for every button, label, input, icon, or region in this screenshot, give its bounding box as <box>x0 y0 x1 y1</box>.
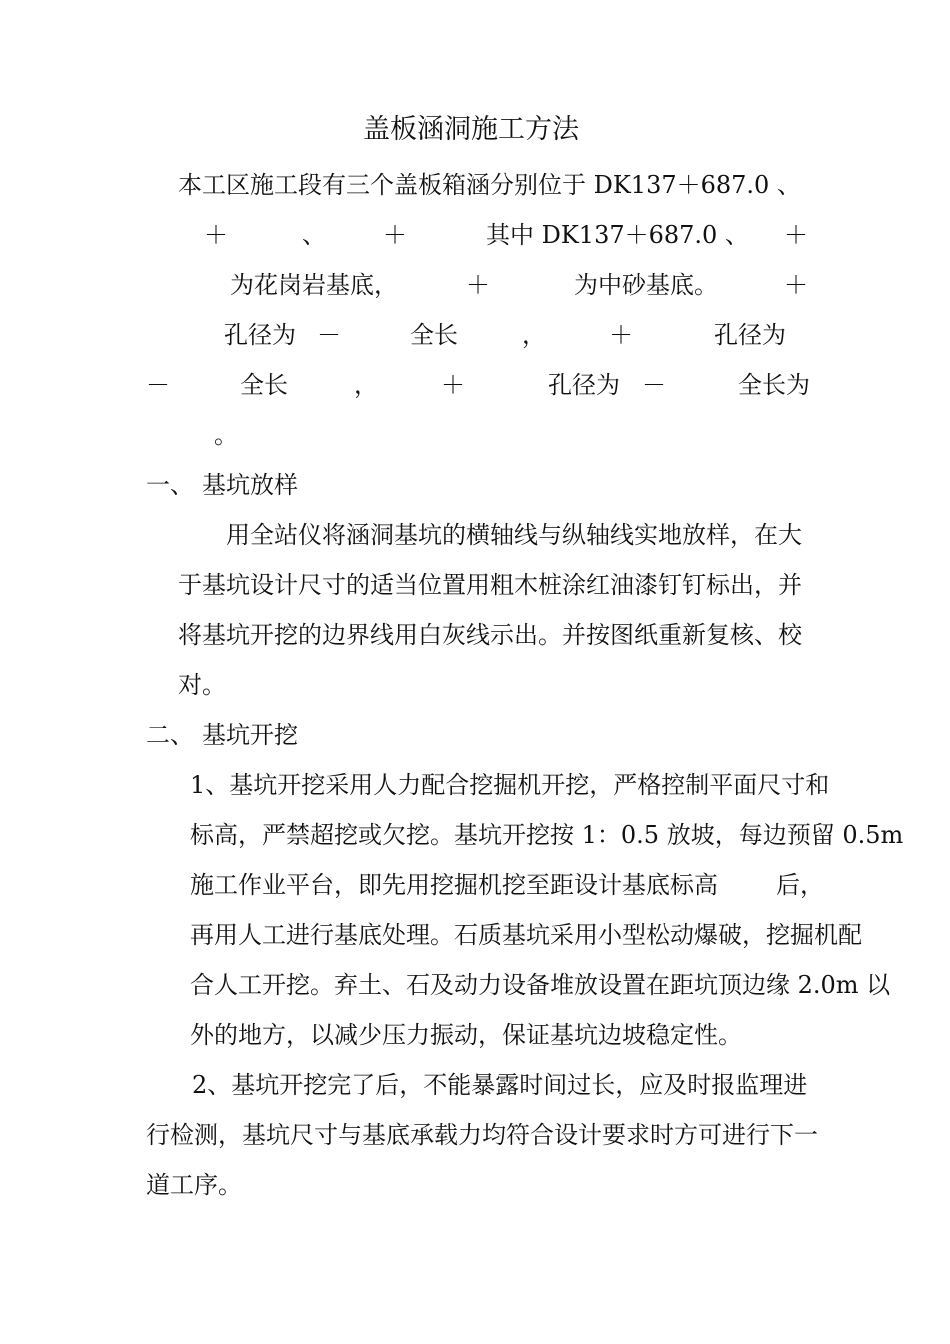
section-1-line-3: 将基坑开挖的边界线用白灰线示出。并按图纸重新复核、校 <box>178 621 802 649</box>
intro-line-2-comma: 、 <box>302 221 326 249</box>
section-2-item-1-line-5: 合人工开挖。弃土、石及动力设备堆放设置在距坑顶边缘 2.0m 以 <box>190 971 891 999</box>
section-2-marker: 二、 <box>146 721 194 749</box>
intro-line-5-d: ＋ <box>441 371 465 399</box>
intro-line-5-b: 全长 <box>240 371 288 399</box>
intro-line-4-f: 孔径为 <box>714 321 786 349</box>
intro-line-5-e: 孔径为 <box>548 371 620 399</box>
intro-line-6: 。 <box>214 421 238 449</box>
intro-line-5-c: ， <box>354 371 378 399</box>
intro-line-3-plus-d: ＋ <box>784 271 808 299</box>
intro-line-3-text-c: 为中砂基底。 <box>574 271 718 299</box>
section-2-heading: 基坑开挖 <box>202 721 298 749</box>
intro-line-5-a: － <box>146 371 170 399</box>
intro-line-2-plus-e: ＋ <box>784 221 808 249</box>
intro-line-2-text: 其中 DK137＋687.0 、 <box>486 221 749 249</box>
section-1-heading: 基坑放样 <box>202 471 298 499</box>
section-2-item-1-line-1: 1、基坑开挖采用人力配合挖掘机开挖，严格控制平面尺寸和 <box>190 771 830 799</box>
intro-line-5-f: － <box>642 371 666 399</box>
section-2-item-2-line-1: 2、基坑开挖完了后，不能暴露时间过长，应及时报监理进 <box>192 1071 808 1099</box>
intro-line-3-plus-b: ＋ <box>466 271 490 299</box>
section-1-marker: 一、 <box>146 471 194 499</box>
intro-line-4-c: 全长 <box>410 321 458 349</box>
document-title: 盖板涵洞施工方法 <box>363 114 579 145</box>
section-2-item-1-line-4: 再用人工进行基底处理。石质基坑采用小型松动爆破，挖掘机配 <box>190 921 862 949</box>
section-1-line-4: 对。 <box>178 671 226 699</box>
intro-line-5-g: 全长为 <box>738 371 810 399</box>
intro-line-2-plus-c: ＋ <box>383 221 407 249</box>
intro-line-4-a: 孔径为 <box>224 321 296 349</box>
intro-line-1: 本工区施工段有三个盖板箱涵分别位于 DK137＋687.0 、 <box>178 171 801 199</box>
section-1-line-2: 于基坑设计尺寸的适当位置用粗木桩涂红油漆钉钉标出，并 <box>178 571 802 599</box>
section-2-item-1-line-3: 施工作业平台，即先用挖掘机挖至距设计基底标高 <box>190 871 718 899</box>
section-2-item-1-line-3-tail: 后， <box>776 871 824 899</box>
section-2-item-2-line-3: 道工序。 <box>146 1171 242 1199</box>
section-2-item-1-line-6: 外的地方，以减少压力振动，保证基坑边坡稳定性。 <box>190 1021 742 1049</box>
intro-line-4-d: ， <box>522 321 546 349</box>
intro-line-2-plus-a: ＋ <box>204 221 228 249</box>
intro-line-4-e: ＋ <box>609 321 633 349</box>
section-2-item-1-line-2: 标高，严禁超挖或欠挖。基坑开挖按 1：0.5 放坡，每边预留 0.5m <box>190 821 904 849</box>
section-1-line-1: 用全站仪将涵洞基坑的横轴线与纵轴线实地放样，在大 <box>226 521 802 549</box>
intro-line-4-b: － <box>317 321 341 349</box>
intro-line-3-text-a: 为花岗岩基底， <box>230 271 398 299</box>
section-2-item-2-line-2: 行检测，基坑尺寸与基底承载力均符合设计要求时方可进行下一 <box>146 1121 818 1149</box>
